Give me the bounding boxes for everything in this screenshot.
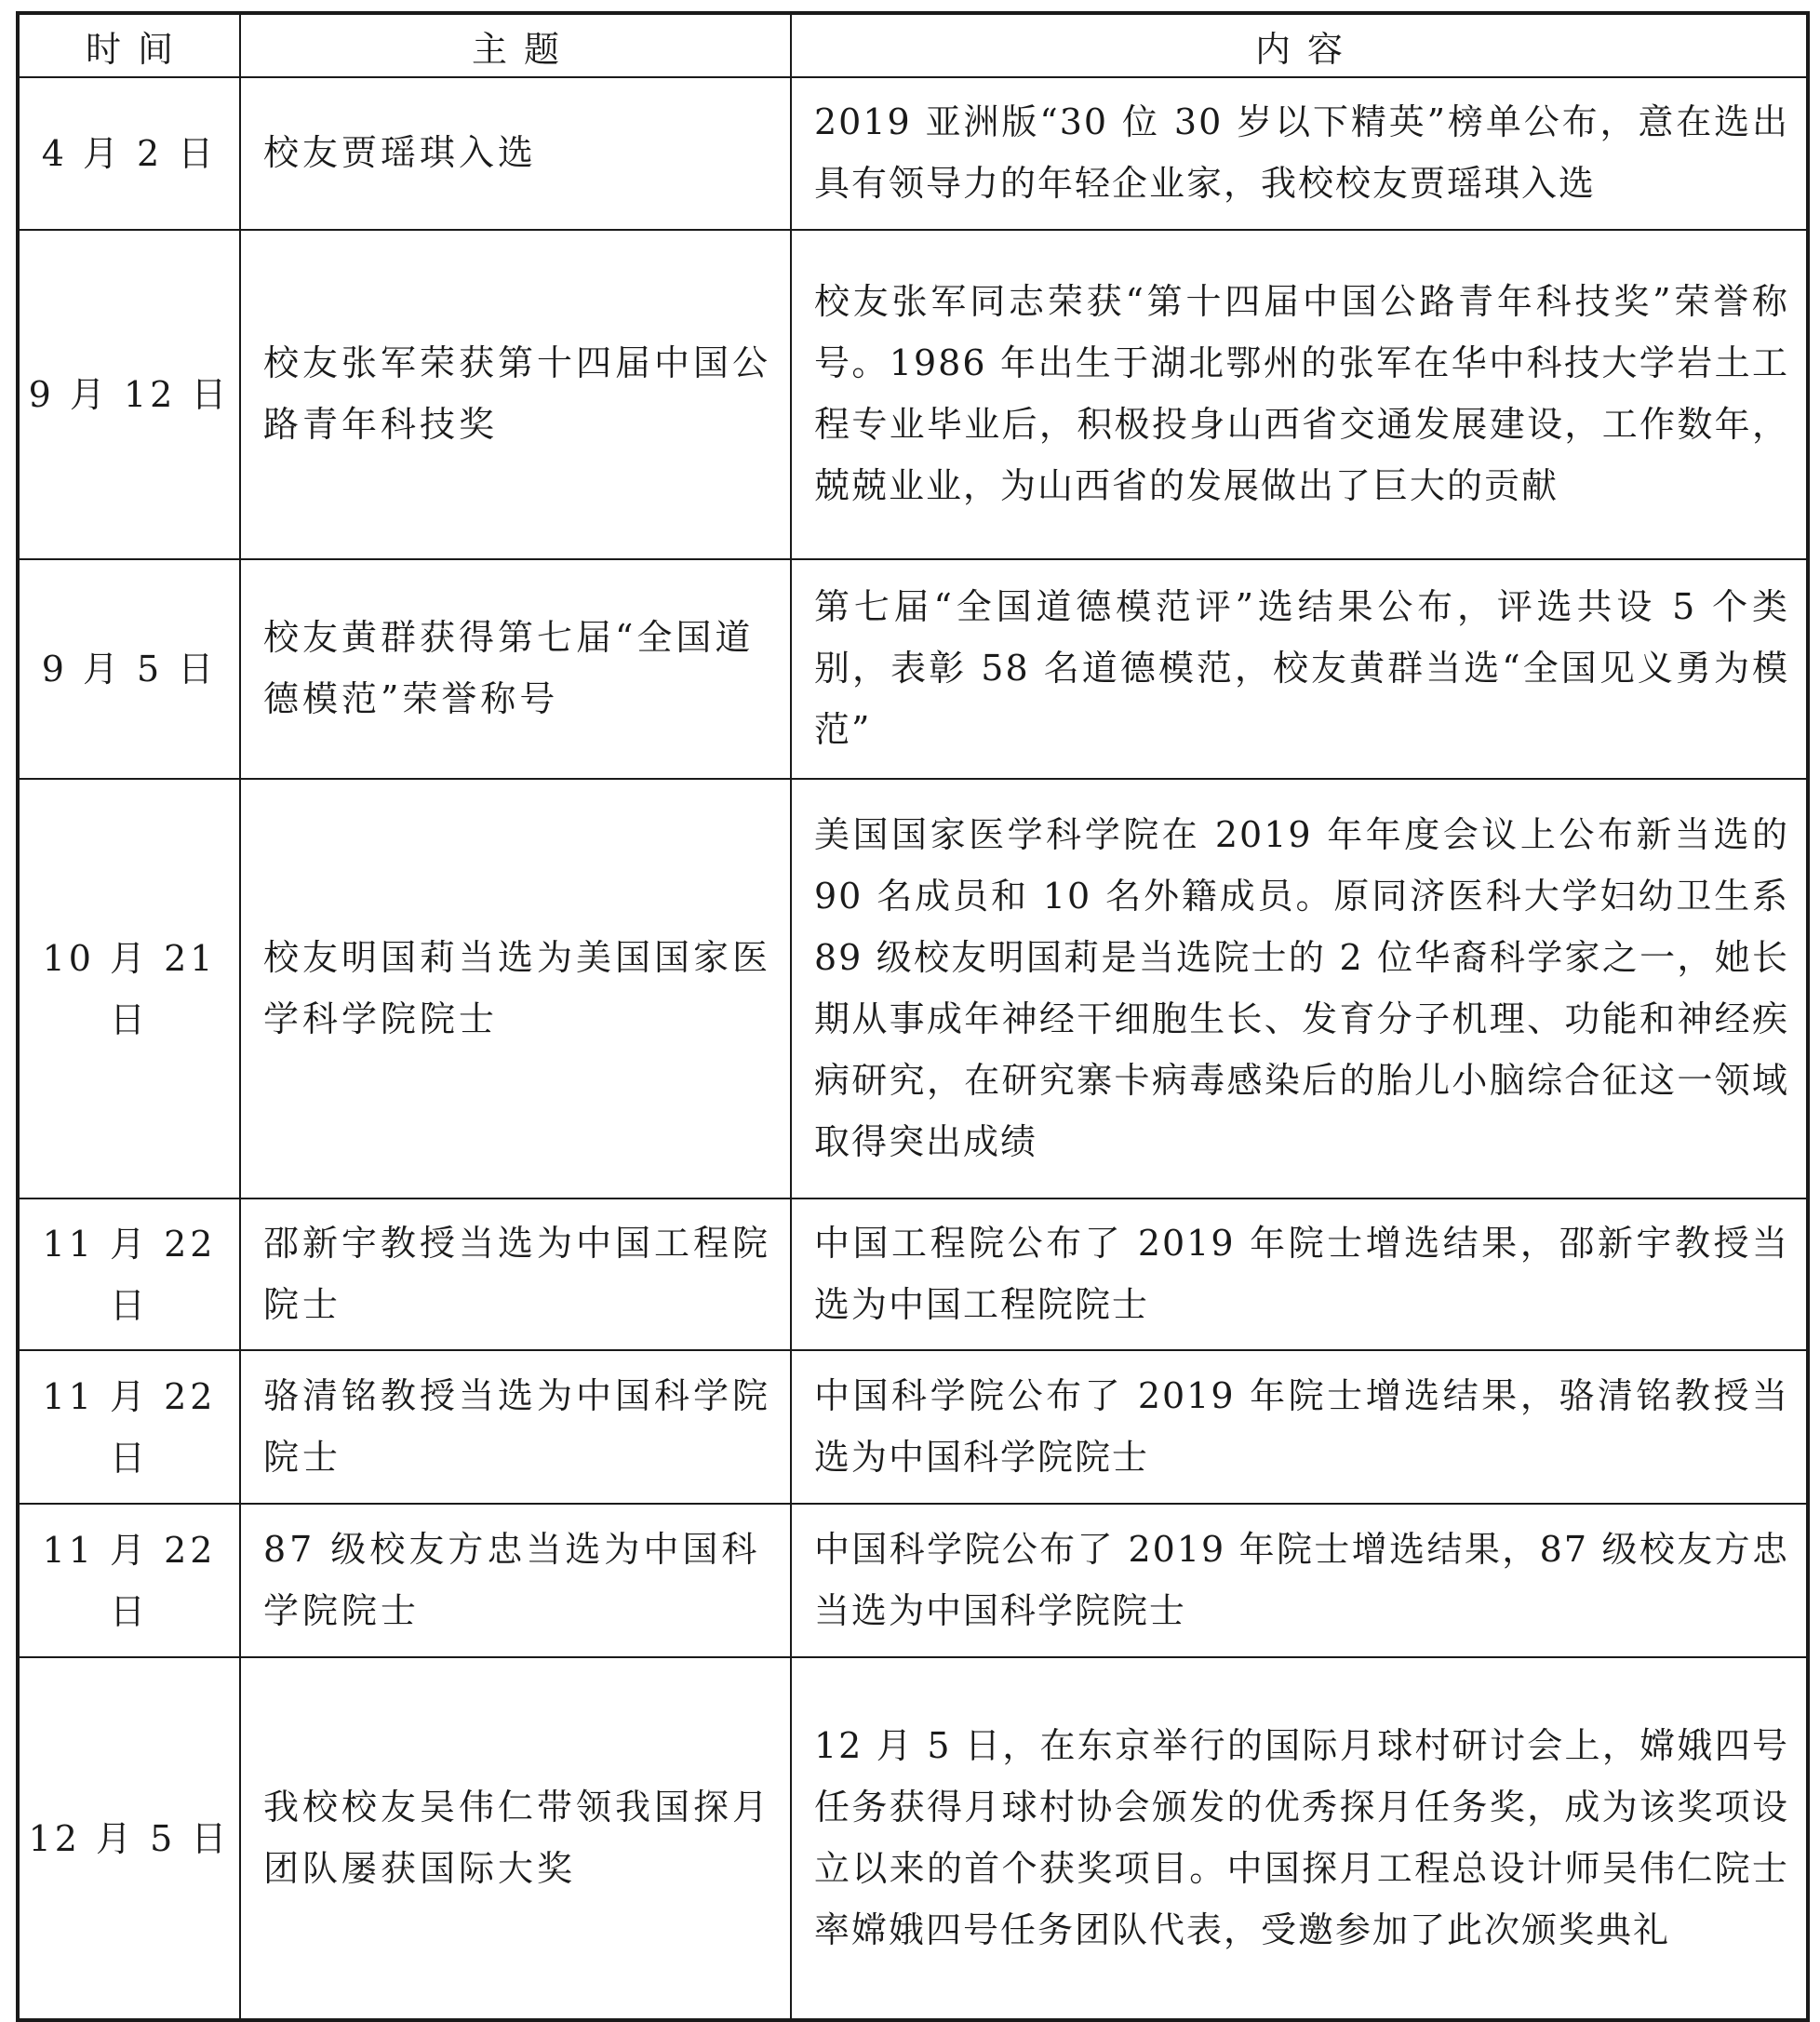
row-topic: 校友明国莉当选为美国国家医学科学院院士 [240, 779, 791, 1198]
header-topic: 主题 [240, 13, 791, 77]
row-date: 12 月 5 日 [18, 1657, 240, 2020]
row-date: 4 月 2 日 [18, 77, 240, 230]
row-content: 第七届“全国道德模范评”选结果公布，评选共设 5 个类别，表彰 58 名道德模范，校友黄群当选“全国见义勇为模范” [791, 559, 1808, 779]
table-row [18, 559, 1808, 779]
row-content: 美国国家医学科学院在 2019 年年度会议上公布新当选的 90 名成员和 10 名外籍成员。原同济医科大学妇幼卫生系 89 级校友明国莉是当选院士的 2 位华裔科学家之一，她长期从事成年神经干细胞生长、发育分子机理、功能和神经疾病研究，在研究寨卡病毒感染后的胎儿小脑综合征这一领域取得突出成绩 [791, 779, 1808, 1198]
row-content: 中国科学院公布了 2019 年院士增选结果，骆清铭教授当选为中国科学院院士 [791, 1350, 1808, 1504]
row-content: 校友张军同志荣获“第十四届中国公路青年科技奖”荣誉称号。1986 年出生于湖北鄂州的张军在华中科技大学岩土工程专业毕业后，积极投身山西省交通发展建设，工作数年，兢兢业业，为山西省的发展做出了巨大的贡献 [791, 230, 1808, 559]
row-topic: 校友张军荣获第十四届中国公路青年科技奖 [240, 230, 791, 559]
row-content: 2019 亚洲版“30 位 30 岁以下精英”榜单公布，意在选出具有领导力的年轻企业家，我校校友贾瑶琪入选 [791, 77, 1808, 230]
table-row [18, 779, 1808, 1198]
events-table-wrapper [16, 11, 1806, 2022]
table-row [18, 1504, 1808, 1657]
row-topic: 87 级校友方忠当选为中国科学院院士 [240, 1504, 791, 1657]
row-topic: 校友贾瑶琪入选 [240, 77, 791, 230]
table-row [18, 77, 1808, 230]
table-row [18, 1198, 1808, 1350]
row-topic: 邵新宇教授当选为中国工程院院士 [240, 1198, 791, 1350]
row-date: 11 月 22 日 [18, 1504, 240, 1657]
table-row [18, 1350, 1808, 1504]
row-date: 10 月 21 日 [18, 779, 240, 1198]
header-date: 时间 [18, 13, 240, 77]
row-date: 11 月 22 日 [18, 1198, 240, 1350]
table-row [18, 230, 1808, 559]
row-topic: 骆清铭教授当选为中国科学院院士 [240, 1350, 791, 1504]
row-date: 9 月 12 日 [18, 230, 240, 559]
row-date: 11 月 22 日 [18, 1350, 240, 1504]
table-header-row [18, 13, 1808, 77]
row-date: 9 月 5 日 [18, 559, 240, 779]
row-topic: 我校校友吴伟仁带领我国探月团队屡获国际大奖 [240, 1657, 791, 2020]
row-content: 中国工程院公布了 2019 年院士增选结果，邵新宇教授当选为中国工程院院士 [791, 1198, 1808, 1350]
table-row [18, 1657, 1808, 2020]
header-content: 内容 [791, 13, 1808, 77]
row-content: 中国科学院公布了 2019 年院士增选结果，87 级校友方忠当选为中国科学院院士 [791, 1504, 1808, 1657]
row-topic: 校友黄群获得第七届“全国道德模范”荣誉称号 [240, 559, 791, 779]
row-content: 12 月 5 日，在东京举行的国际月球村研讨会上，嫦娥四号任务获得月球村协会颁发的优秀探月任务奖，成为该奖项设立以来的首个获奖项目。中国探月工程总设计师吴伟仁院士率嫦娥四号任务团队代表，受邀参加了此次颁奖典礼 [791, 1657, 1808, 2020]
events-table [16, 11, 1810, 2022]
